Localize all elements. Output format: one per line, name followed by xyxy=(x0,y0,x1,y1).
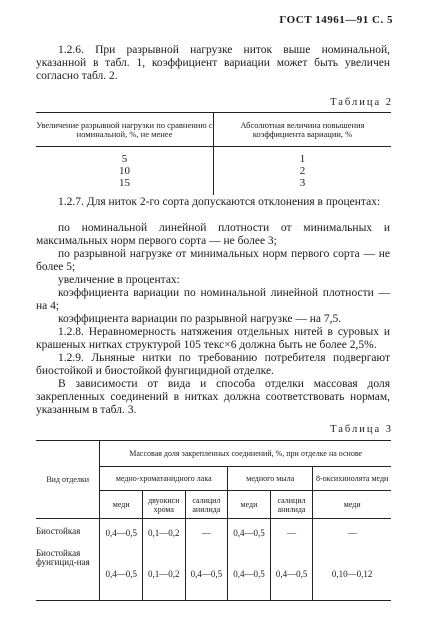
paragraph-1-2-7-d: коэффициента вариации по номинальной линейной плотности — на 4; xyxy=(36,287,390,312)
paragraph-1-2-9: 1.2.9. Льняные нитки по требованию потребителя подвергают биостойкой и биостойкой фунгицидной отделке. xyxy=(36,352,390,377)
table-2-cell: 3 xyxy=(214,177,392,195)
table-2-header-increase: Увеличение разрывной нагрузки по сравнению с номинальной, %, не менее xyxy=(36,119,213,139)
table-3-row-name: Биостойкая xyxy=(36,526,81,536)
table-3-sub-copper: меди xyxy=(313,491,391,519)
table-3-cell: 0,4—0,5 xyxy=(185,549,228,601)
paragraph-1-2-7-a: по номинальной линейной плотности от минимальных и максимальных норм первого сорта — не более 3; xyxy=(36,222,390,247)
paragraph-1-2-8: 1.2.8. Неравномерность натяжения отдельных нитей в суровых и крашеных нитках структурой 105 текс×6 должна быть не более 2,5%. xyxy=(36,326,390,351)
table-3-cell: 0,1—0,2 xyxy=(142,549,185,601)
table-3-header-type: Вид отделки xyxy=(36,441,100,519)
table-2-cell: 10 xyxy=(119,165,130,177)
table-3-sub-salicylanilide: салицил анилида xyxy=(185,491,228,519)
table-3-row-name: Биостойкая фунгицид-ная xyxy=(36,547,90,567)
table-3-sub-copper: меди xyxy=(100,491,143,519)
table-3-header-main: Массовая доля закрепленных соединений, %, при отделке на основе xyxy=(100,441,391,467)
table-3-group-soap: медного мыла xyxy=(228,467,313,491)
table-3-cell: 0,1—0,2 xyxy=(142,519,185,549)
page-header: ГОСТ 14961—91 С. 5 xyxy=(279,14,393,26)
table-3-caption: Таблица 3 xyxy=(330,424,393,435)
table-3-cell: — xyxy=(270,519,313,549)
table-2-cell: 5 xyxy=(121,153,128,165)
table-3-group-lacquer: медно-хроматанидного лака xyxy=(100,467,228,491)
table-3-cell: 0,4—0,5 xyxy=(228,549,271,601)
table-3-cell: 0,4—0,5 xyxy=(270,549,313,601)
table-3-cell: 0,4—0,5 xyxy=(228,519,271,549)
table-2-cell: 1 xyxy=(214,147,392,166)
paragraph-1-2-7: 1.2.7. Для ниток 2-го сорта допускаются отклонения в процентах: xyxy=(58,196,381,208)
table-3-group-oxyquinolate: 8-оксихинолята меди xyxy=(313,467,391,491)
table-3-sub-copper: меди xyxy=(228,491,271,519)
table-3-sub-salicylanilide: салицил анилида xyxy=(270,491,313,519)
table-3-sub-chromium: двуокиси хрома xyxy=(142,491,185,519)
table-3-cell: — xyxy=(185,519,228,549)
table-2-cell: 2 xyxy=(214,165,392,177)
paragraph-1-2-7-c: увеличение в процентах: xyxy=(58,274,180,286)
table-2 xyxy=(36,112,391,195)
table-2-caption: Таблица 2 xyxy=(330,97,393,108)
paragraph-1-2-6: 1.2.6. При разрывной нагрузке ниток выше номинальной, указанной в табл. 1, коэффициент вариации может быть увеличен согласно табл. 2. xyxy=(36,44,390,82)
table-3-cell: 0,4—0,5 xyxy=(100,549,143,601)
table-3-cell: 0,4—0,5 xyxy=(100,519,143,549)
paragraph-1-2-7-e: коэффициента вариации по разрывной нагрузке — на 7,5. xyxy=(58,313,342,325)
table-3 xyxy=(36,440,391,601)
table-3-cell: 0,10—0,12 xyxy=(313,549,391,601)
paragraph-1-2-7-b: по разрывной нагрузке от минимальных норм первого сорта — не более 5; xyxy=(36,248,390,273)
table-2-header-variation: Абсолютная величина повышения коэффициента вариации, % xyxy=(214,113,392,147)
table-3-cell: — xyxy=(313,519,391,549)
table-2-cell: 15 xyxy=(119,177,130,189)
paragraph-finishing: В зависимости от вида и способа отделки массовая доля закрепленных соединений в нитках должна соответствовать нормам, указанным в табл. 3. xyxy=(36,378,390,416)
